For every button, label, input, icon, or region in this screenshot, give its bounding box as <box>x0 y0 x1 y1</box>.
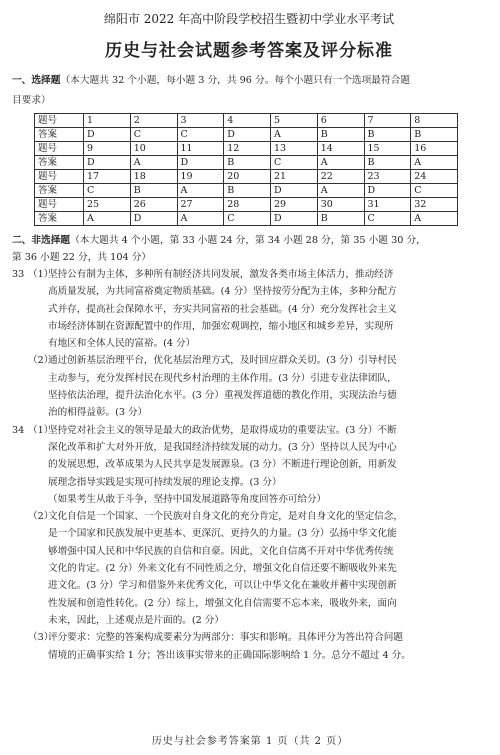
q34-part2-line <box>12 508 486 525</box>
q34-part2-text: 是一个国家和民族发展中更基本、更深沉、更持久的力量。(3 分）弘扬中华文化能 <box>48 528 397 540</box>
q33-part2-text: 通过创新基层治理平台，优化基层治理方式，及时回应群众关切。(3 分）引导村民 <box>48 355 397 367</box>
table-cell: 5 <box>271 114 318 128</box>
q33-part2-text: 治的相得益彰。(3 分） <box>48 407 148 419</box>
table-cell: 1 <box>84 114 131 128</box>
table-cell: 26 <box>130 198 177 212</box>
section2-intro <box>12 232 486 266</box>
section1-desc: （本大题共 32 个小题，每小题 3 分，共 96 分。每个小题只有一个选项最符合题 <box>60 75 411 86</box>
row-header-cell: 题号 <box>35 170 84 184</box>
exam-title: 绵阳市 2022 年高中阶段学校招生暨初中学业水平考试 <box>103 12 395 26</box>
table-cell: 11 <box>177 142 224 156</box>
table-cell: 4 <box>224 114 271 128</box>
table-cell: D <box>271 184 318 198</box>
table-cell: 23 <box>364 170 411 184</box>
table-cell: B <box>224 156 271 170</box>
page-footer: 历史与社会参考答案第 1 页（共 2 页） <box>151 736 349 747</box>
q34-part2-label: （2） <box>28 511 54 523</box>
q34-part2-text: 够增强中国人民和中华民族的自信和自豪。因此，文化自信离不开对中华优秀传统 <box>48 545 394 557</box>
table-row <box>35 156 458 170</box>
table-cell: 25 <box>84 198 131 212</box>
q34-part1-line <box>12 422 486 439</box>
table-cell: D <box>177 156 224 170</box>
table-cell: C <box>130 128 177 142</box>
table-cell: C <box>364 212 411 226</box>
table-cell: 30 <box>317 198 364 212</box>
table-cell: 20 <box>224 170 271 184</box>
table-cell: 28 <box>224 198 271 212</box>
table-cell: A <box>317 156 364 170</box>
q34-part1-text: 坚持党对社会主义的领导是最大的政治优势，是取得成功的重要法宝。(3 分）不断 <box>48 424 397 436</box>
table-cell: 24 <box>411 170 458 184</box>
q34-part3-text: 评分要求：完整的答案构成要素分为两部分：事实和影响。具体评分为答出符合问题 <box>48 632 403 644</box>
q34-part2-text: 性发展和创造性转化。(2 分）综上，增强文化自信需要不忘本来，吸收外来，面向 <box>48 597 397 609</box>
q33-part1-text: 式并存，提高社会保障水平，夯实共同富裕的社会基础。(4 分）充分发挥社会主义 <box>48 303 397 315</box>
section1-heading: 一、选择题 <box>12 75 61 86</box>
q34-part2-text: 未来，因此，上述观点是片面的。(2 分） <box>48 614 224 626</box>
table-cell: 8 <box>411 114 458 128</box>
table-cell: 10 <box>130 142 177 156</box>
table-cell: D <box>271 212 318 226</box>
row-header-cell: 题号 <box>35 142 84 156</box>
table-cell: D <box>224 128 271 142</box>
table-cell: 16 <box>411 142 458 156</box>
table-cell: A <box>317 184 364 198</box>
table-cell: D <box>364 184 411 198</box>
table-cell: 15 <box>364 142 411 156</box>
table-cell: 7 <box>364 114 411 128</box>
table-cell: B <box>317 128 364 142</box>
q33-part2-text: 主动参与，充分发挥村民在现代乡村治理的主体作用。(3 分）引进专业法律团队， <box>48 372 397 384</box>
table-cell: A <box>411 212 458 226</box>
table-row <box>35 114 458 128</box>
q34-part1-note: （如果考生从敢于斗争，坚持中国发展道路等角度回答亦可给分） <box>48 493 327 505</box>
table-row <box>35 184 458 198</box>
q34-block <box>12 422 486 664</box>
table-cell: B <box>317 212 364 226</box>
table-row <box>35 170 458 184</box>
table-cell: C <box>177 128 224 142</box>
section2-heading: 二、非选择题 <box>12 235 71 246</box>
table-row <box>35 198 458 212</box>
q33-part2-label: （2） <box>28 355 54 367</box>
q34-part2-text: 文化自信是一个国家、一个民族对自身文化的充分肯定，是对自身文化的坚定信念， <box>48 511 403 523</box>
table-cell: C <box>271 156 318 170</box>
q33-part1-line <box>12 266 486 283</box>
q33-part1-text: 高质量发展，为共同富裕奠定物质基础。(4 分）坚持按劳分配为主体，多种分配方 <box>48 286 397 298</box>
q33-part1-text: 坚持公有制为主体，多种所有制经济共同发展，激发各类市场主体活力，推动经济 <box>48 269 394 280</box>
q34-part1-text: 深化改革和扩大对外开放，是我国经济持续发展的动力。(3 分）坚持以人民为中心 <box>48 441 397 453</box>
table-cell: 19 <box>177 170 224 184</box>
row-header-cell: 答案 <box>35 184 84 198</box>
table-cell: 32 <box>411 198 458 212</box>
table-row <box>35 212 458 226</box>
table-cell: C <box>411 184 458 198</box>
table-cell: D <box>130 212 177 226</box>
table-cell: A <box>130 156 177 170</box>
table-cell: C <box>224 212 271 226</box>
q34-part2-text: 进文化。(3 分）学习和借鉴外来优秀文化，可以让中华文化在兼收并蓄中实现创新 <box>48 580 397 592</box>
q33-part1-text: 有地区和全体人民的富裕。(4 分） <box>48 338 196 350</box>
q34-part2-text: 文化的肯定。(2 分）外来文化有不同性质之分，增强文化自信还要不断吸收外来先 <box>48 563 397 575</box>
section2-desc: （本大题共 4 个小题，第 33 小题 24 分，第 34 小题 28 分，第 35 小题 30 分， <box>70 235 426 246</box>
table-row <box>35 142 458 156</box>
table-cell: 31 <box>364 198 411 212</box>
table-cell: B <box>364 128 411 142</box>
q33-part1-label: （1） <box>28 269 54 280</box>
q33-block <box>12 266 486 422</box>
table-cell: 27 <box>177 198 224 212</box>
q34-part3-line <box>12 629 486 646</box>
table-cell: D <box>84 128 131 142</box>
table-cell: A <box>271 128 318 142</box>
table-cell: 22 <box>317 170 364 184</box>
table-row <box>35 128 458 142</box>
table-cell: A <box>177 184 224 198</box>
table-cell: 13 <box>271 142 318 156</box>
table-cell: 9 <box>84 142 131 156</box>
table-cell: 3 <box>177 114 224 128</box>
table-cell: 18 <box>130 170 177 184</box>
table-cell: 2 <box>130 114 177 128</box>
table-cell: C <box>84 184 131 198</box>
table-cell: B <box>224 184 271 198</box>
table-cell: 21 <box>271 170 318 184</box>
row-header-cell: 答案 <box>35 156 84 170</box>
q34-part1-text: 的发展思想，改革成果为人民共享是发展源泉。(3 分）不断进行理论创新，用新发 <box>48 459 397 471</box>
table-cell: A <box>84 212 131 226</box>
q33-part1-text: 市场经济体制在资源配置中的作用，加强宏观调控，缩小地区和城乡差异，实现所 <box>48 320 394 332</box>
q33-part2-line <box>12 352 486 369</box>
q33-part2-text: 坚持依法治理，提升法治化水平。(3 分）重视发挥道德的教化作用，实现法治与德 <box>48 390 397 402</box>
section2-desc-cont: 第 36 小题 22 分，共 104 分） <box>12 252 152 263</box>
table-cell: A <box>411 156 458 170</box>
section1-intro <box>12 71 486 111</box>
table-cell: B <box>364 156 411 170</box>
table-cell: B <box>411 128 458 142</box>
table-cell: B <box>130 184 177 198</box>
q34-part3-label: （3） <box>28 632 54 644</box>
table-cell: 17 <box>84 170 131 184</box>
q34-part1-label: （1） <box>28 424 54 436</box>
answer-table <box>34 113 458 226</box>
table-cell: 29 <box>271 198 318 212</box>
table-cell: 14 <box>317 142 364 156</box>
q34-part3-text: 情境的正确事实给 1 分；答出该事实带来的正确国际影响给 1 分。总分不超过 4 分。 <box>48 649 411 661</box>
q34-number: 34 <box>12 424 25 436</box>
q34-part1-text: 展理念指导实践是实现可持续发展的理论支撑。(3 分） <box>48 476 282 488</box>
row-header-cell: 答案 <box>35 128 84 142</box>
section1-desc-cont: 目要求） <box>12 95 51 106</box>
document-title: 历史与社会试题参考答案及评分标准 <box>105 41 393 61</box>
table-cell: 12 <box>224 142 271 156</box>
row-header-cell: 题号 <box>35 114 84 128</box>
table-cell: 6 <box>317 114 364 128</box>
row-header-cell: 答案 <box>35 212 84 226</box>
q33-number: 33 <box>12 269 25 280</box>
table-cell: A <box>177 212 224 226</box>
row-header-cell: 题号 <box>35 198 84 212</box>
table-cell: D <box>84 156 131 170</box>
